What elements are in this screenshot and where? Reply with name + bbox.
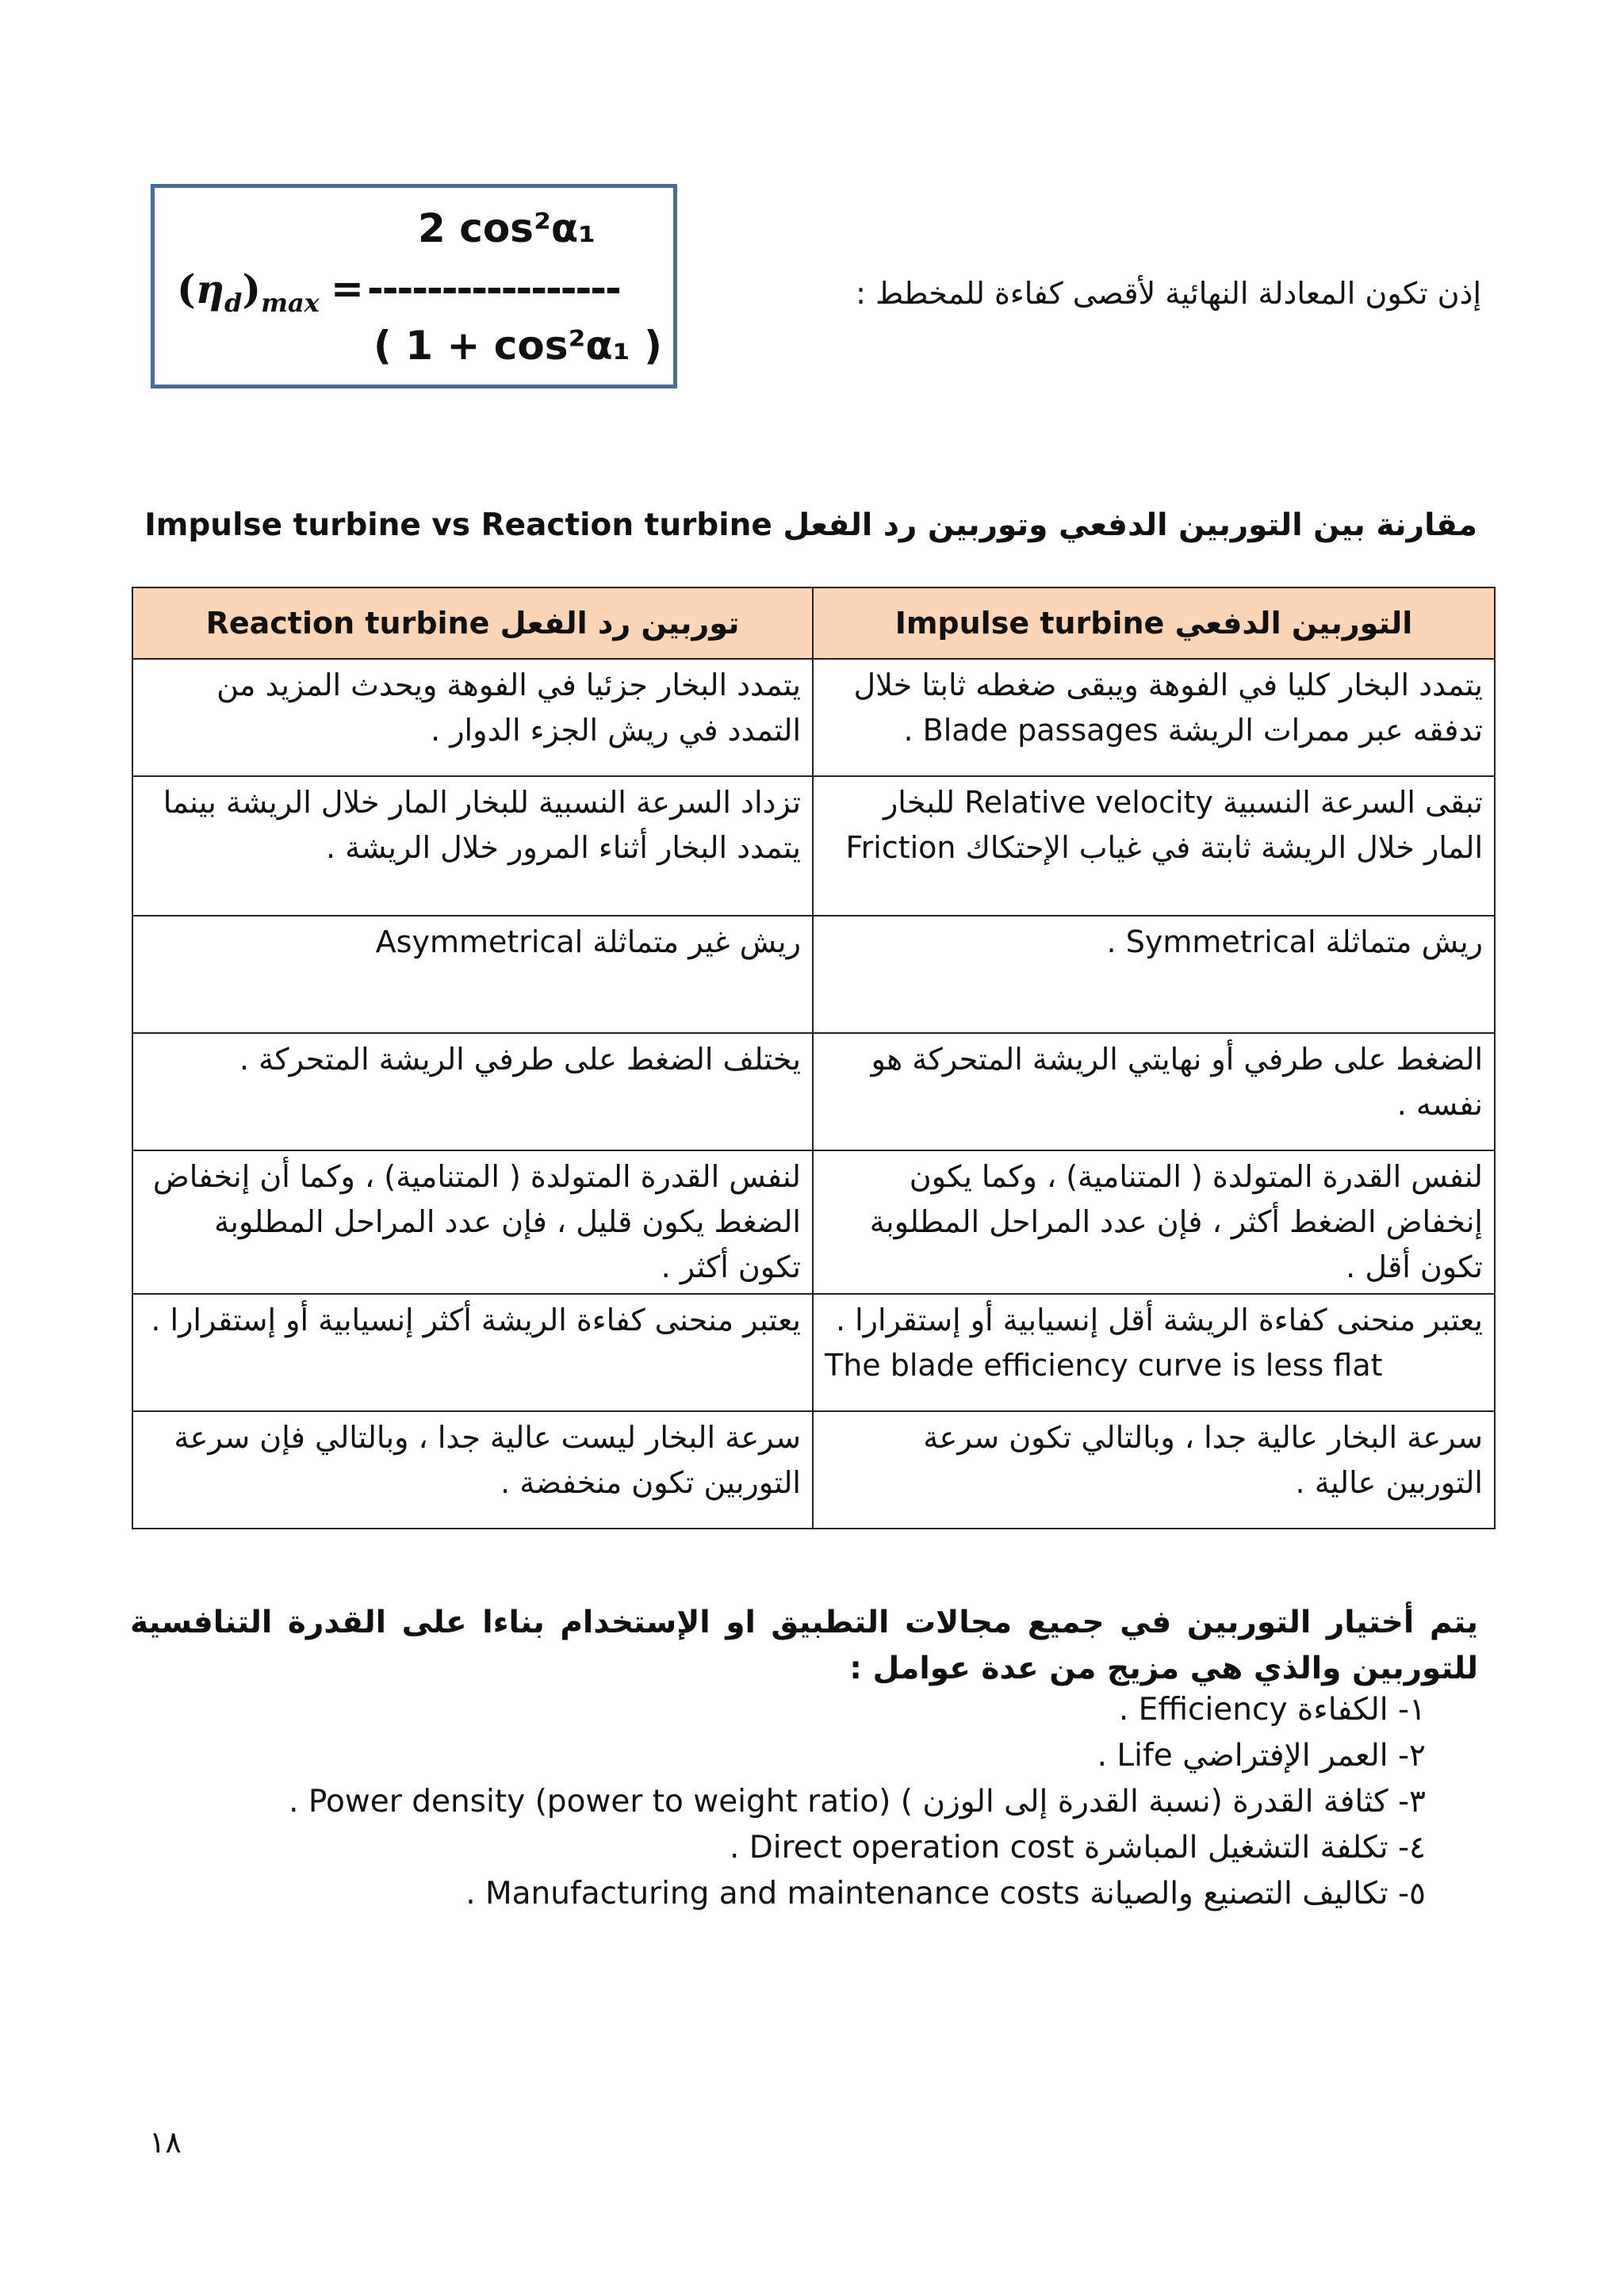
reaction-cell: لنفس القدرة المتولدة ( المتنامية) ، وكما أن إنخفاض الضغط يكون قليل ، فإن عدد المراحل المطلوبة تكون أكثر . xyxy=(132,1150,813,1294)
impulse-cell: لنفس القدرة المتولدة ( المتنامية) ، وكما يكون إنخفاض الضغط أكثر ، فإن عدد المراحل المطلوبة تكون أقل . xyxy=(813,1150,1495,1294)
list-item: ١- الكفاءة Efficiency . xyxy=(1118,1692,1426,1728)
comparison-heading: مقارنة بين التوربين الدفعي وتوربين رد الفعل Impulse turbine vs Reaction turbine xyxy=(144,507,1477,543)
formula-lhs: $(\eta_d)_{max}$ xyxy=(177,266,320,318)
impulse-cell-arabic: يعتبر منحنى كفاءة الريشة أقل إنسيابية أو إستقرارا . xyxy=(835,1303,1483,1337)
table-row xyxy=(132,659,1495,776)
table-row xyxy=(132,1411,1495,1529)
factors-list xyxy=(289,1687,1426,1917)
comparison-table xyxy=(132,587,1496,1529)
header-reaction: توربين رد الفعل Reaction turbine xyxy=(132,587,813,659)
reaction-cell: ريش غير متماثلة Asymmetrical xyxy=(132,916,813,1033)
formula-denominator: ( 1 + cos²α₁ ) xyxy=(373,323,662,369)
selection-paragraph: يتم أختيار التوربين في جميع مجالات التطبيق او الإستخدام بناءا على القدرة التنافسية للتوربين والذي هي مزيج من عدة عوامل : xyxy=(130,1605,1478,1686)
reaction-cell: يتمدد البخار جزئيا في الفوهة ويحدث المزيد من التمدد في ريش الجزء الدوار . xyxy=(132,659,813,776)
eta-subscript: d xyxy=(224,288,243,318)
formula-fraction-line: ----------------- xyxy=(367,266,620,312)
table-row xyxy=(132,776,1495,916)
formula-intro-text: إذن تكون المعادلة النهائية لأقصى كفاءة للمخطط : xyxy=(856,276,1481,311)
table-row xyxy=(132,1294,1495,1411)
table-header-row xyxy=(132,587,1495,659)
reaction-cell: تزداد السرعة النسبية للبخار المار خلال الريشة بينما يتمدد البخار أثناء المرور خلال الريشة . xyxy=(132,776,813,916)
list-item: ٢- العمر الإفتراضي Life . xyxy=(1097,1738,1426,1774)
impulse-cell: ريش متماثلة Symmetrical . xyxy=(813,916,1495,1033)
impulse-cell: الضغط على طرفي أو نهايتي الريشة المتحركة هو نفسه . xyxy=(813,1033,1495,1150)
eta-symbol: η xyxy=(195,266,225,312)
header-impulse: التوربين الدفعي Impulse turbine xyxy=(813,587,1495,659)
formula-equals: = xyxy=(331,266,364,312)
list-item: ٤- تكلفة التشغيل المباشرة Direct operation cost . xyxy=(729,1830,1426,1866)
impulse-cell-english: The blade efficiency curve is less flat xyxy=(825,1348,1383,1383)
list-item: ٥- تكاليف التصنيع والصيانة Manufacturing and maintenance costs . xyxy=(465,1876,1426,1911)
page-number: ١٨ xyxy=(149,2125,182,2160)
reaction-cell: يعتبر منحنى كفاءة الريشة أكثر إنسيابية أو إستقرارا . xyxy=(132,1294,813,1411)
table-row xyxy=(132,1033,1495,1150)
reaction-cell: سرعة البخار ليست عالية جدا ، وبالتالي فإن سرعة التوربين تكون منخفضة . xyxy=(132,1411,813,1529)
impulse-cell: يتمدد البخار كليا في الفوهة ويبقى ضغطه ثابتا خلال تدفقه عبر ممرات الريشة Blade passages . xyxy=(813,659,1495,776)
table-row xyxy=(132,1150,1495,1294)
formula-numerator: 2 cos²α₁ xyxy=(418,205,596,251)
impulse-cell: سرعة البخار عالية جدا ، وبالتالي تكون سرعة التوربين عالية . xyxy=(813,1411,1495,1529)
impulse-cell xyxy=(813,1294,1495,1411)
impulse-cell: تبقى السرعة النسبية Relative velocity للبخار المار خلال الريشة ثابتة في غياب الإحتكاك Friction xyxy=(813,776,1495,916)
list-item: ٣- كثافة القدرة (نسبة القدرة إلى الوزن ) Power density (power to weight ratio) . xyxy=(289,1784,1426,1820)
max-efficiency-formula-box xyxy=(151,184,677,388)
table-row xyxy=(132,916,1495,1033)
reaction-cell: يختلف الضغط على طرفي الريشة المتحركة . xyxy=(132,1033,813,1150)
max-subscript: max xyxy=(261,288,320,318)
